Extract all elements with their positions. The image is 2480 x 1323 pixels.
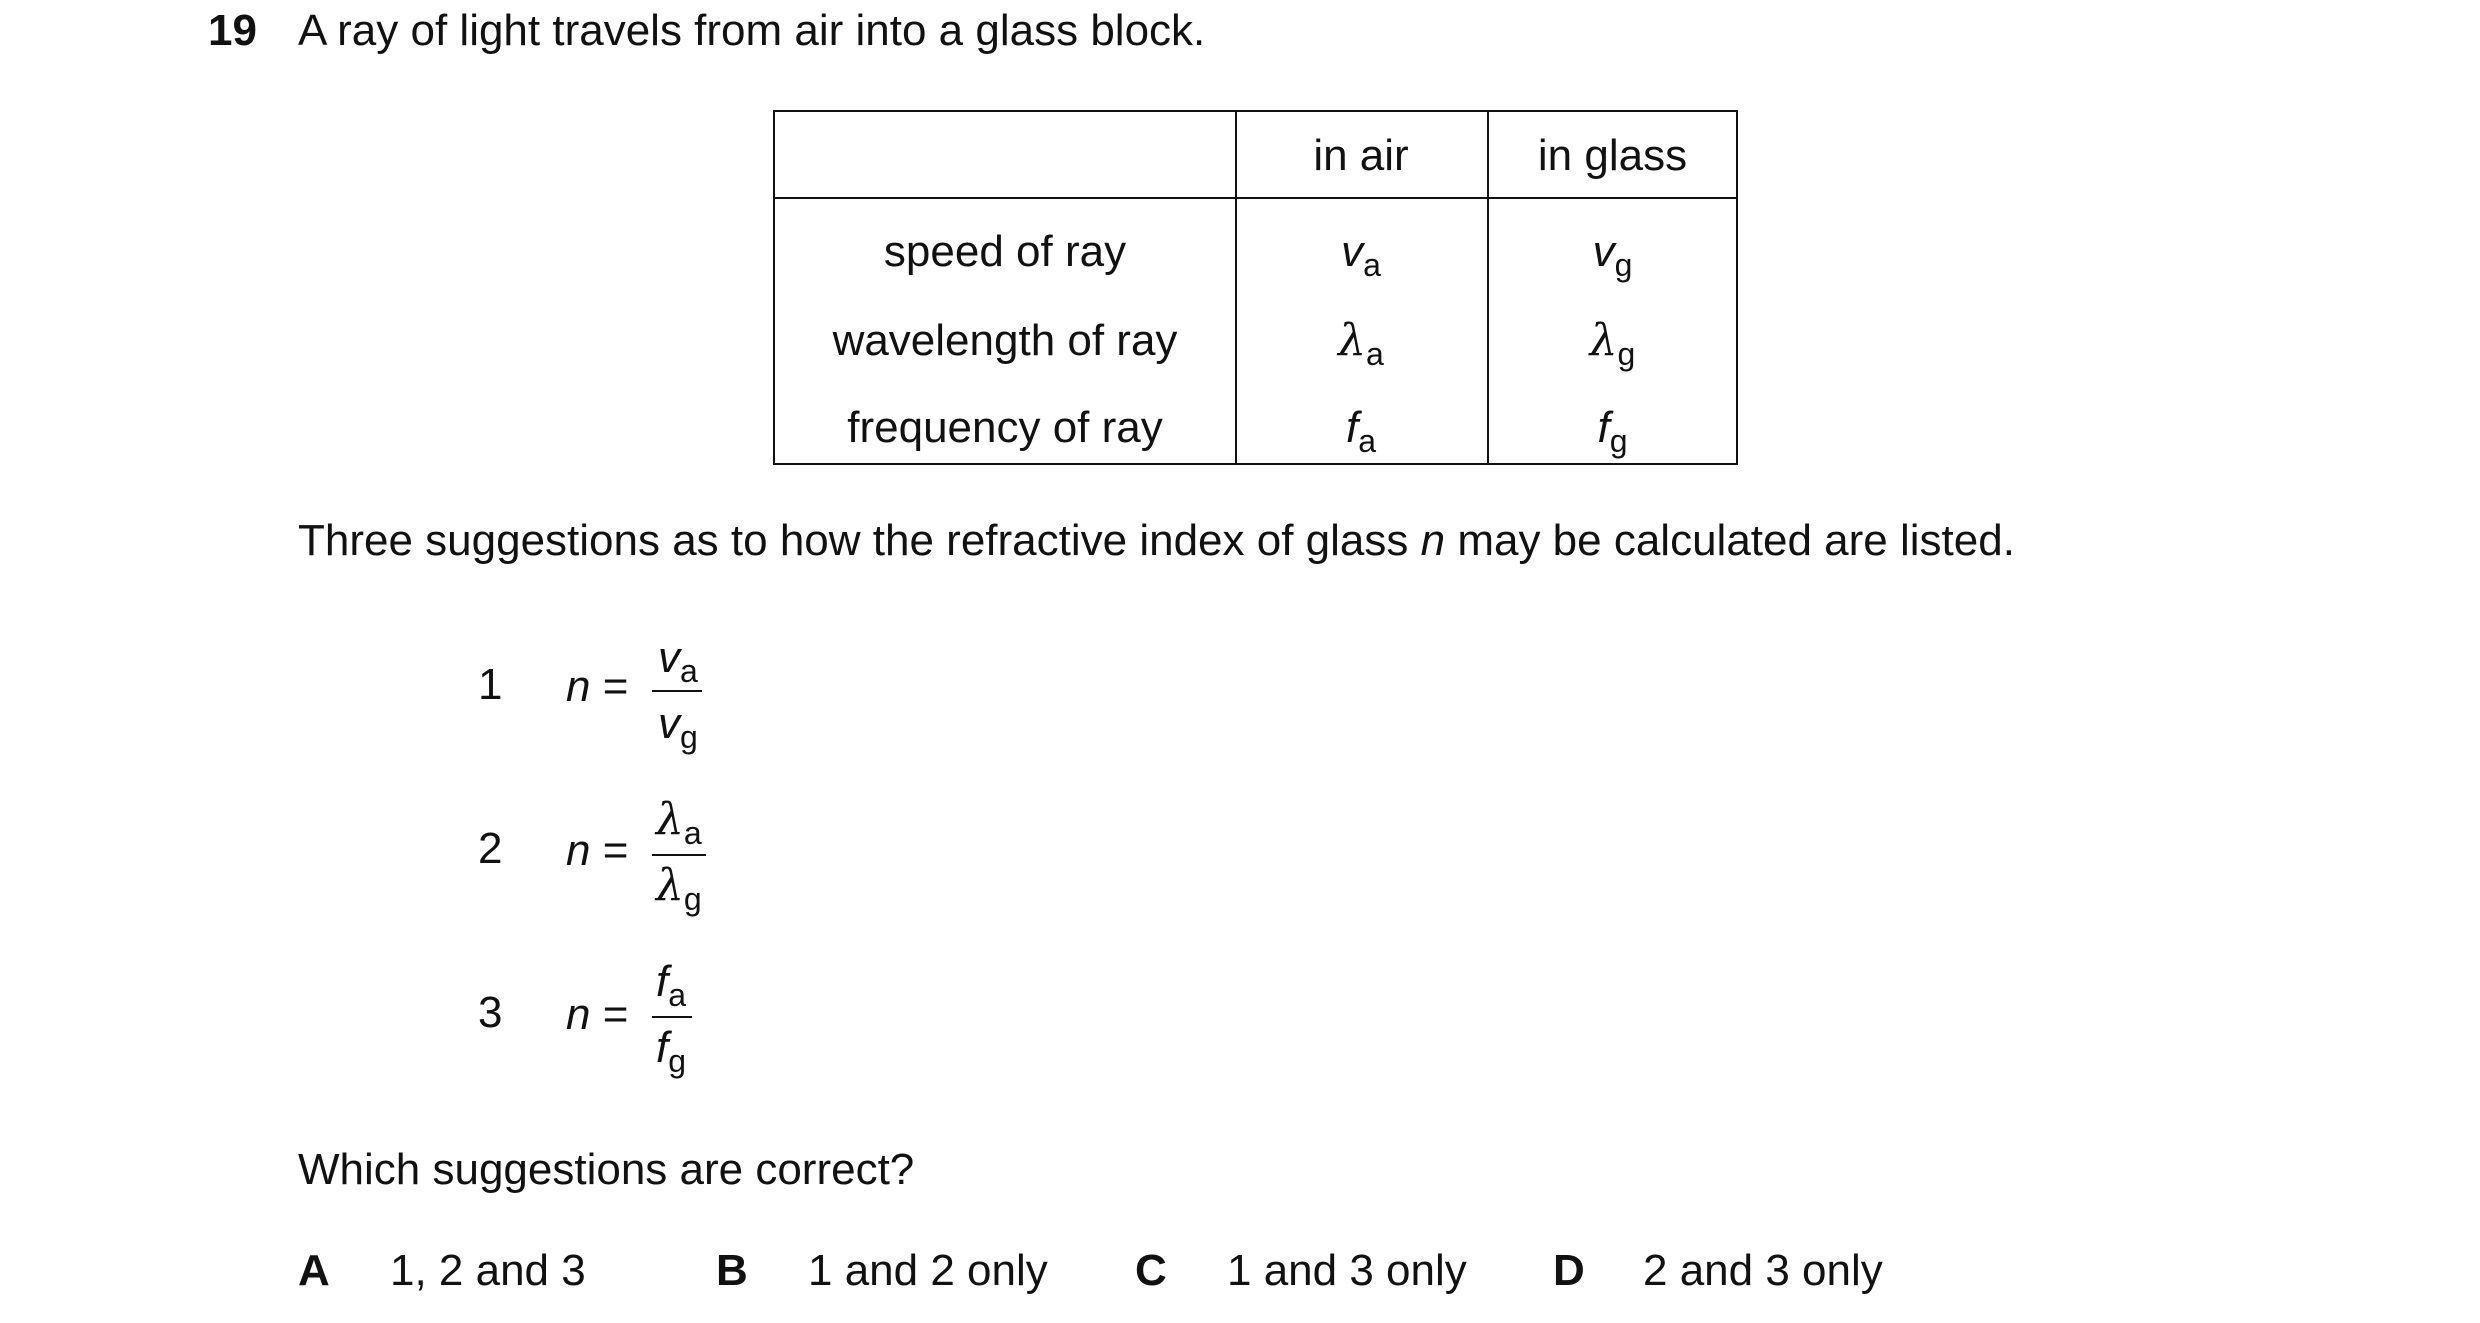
option-b-letter: B: [716, 1246, 748, 1295]
fraction-numerator: $f_a$: [656, 957, 687, 1013]
cell-wavelength-glass: $\lambda_g$: [1589, 315, 1636, 372]
fraction-numerator: $v_a$: [658, 633, 698, 689]
cell-wavelength-air: $\lambda_a$: [1338, 315, 1384, 372]
cell-frequency-glass: $f_g$: [1597, 403, 1628, 459]
fraction-bar: [652, 1016, 692, 1018]
fraction-denominator: $v_g$: [658, 699, 698, 755]
question-number: 19: [208, 6, 257, 55]
table-header-air: in air: [1313, 131, 1409, 180]
suggestion-number: 1: [478, 660, 503, 709]
row-label-frequency: frequency of ray: [847, 403, 1163, 452]
option-c-text: 1 and 3 only: [1227, 1246, 1467, 1295]
option-b-text: 1 and 2 only: [808, 1246, 1048, 1295]
suggestions-intro: Three suggestions as to how the refractive index of glass n may be calculated are listed.: [298, 516, 2015, 565]
cell-speed-air: $v_a$: [1341, 227, 1381, 283]
fraction-denominator: $\lambda_g$: [656, 860, 702, 917]
fraction: [652, 633, 702, 756]
option-d-letter: D: [1553, 1246, 1585, 1295]
equation-lhs: n =: [566, 990, 629, 1039]
suggestion-number: 3: [478, 988, 503, 1037]
equation-lhs: n =: [566, 662, 629, 711]
suggestion-number: 2: [478, 824, 503, 873]
fraction: [652, 794, 706, 918]
equation-lhs: n =: [566, 826, 629, 875]
cell-frequency-air: $f_a$: [1345, 403, 1377, 459]
option-d-text: 2 and 3 only: [1643, 1246, 1883, 1295]
fraction-bar: [652, 854, 706, 856]
table-divider: [775, 197, 1736, 199]
table-header-glass: in glass: [1537, 131, 1688, 180]
fraction: [652, 957, 692, 1080]
fraction-bar: [652, 690, 702, 692]
question-stem: A ray of light travels from air into a glass block.: [298, 6, 1206, 55]
fraction-denominator: $f_g$: [656, 1023, 687, 1079]
option-a-letter: A: [298, 1246, 330, 1295]
question-prompt: Which suggestions are correct?: [298, 1145, 915, 1194]
option-a-text: 1, 2 and 3: [390, 1246, 586, 1295]
option-c-letter: C: [1135, 1246, 1167, 1295]
row-label-wavelength: wavelength of ray: [832, 316, 1178, 365]
fraction-numerator: $\lambda_a$: [656, 794, 702, 851]
quantities-table: [773, 110, 1738, 465]
cell-speed-glass: $v_g$: [1592, 227, 1633, 283]
row-label-speed: speed of ray: [883, 227, 1127, 276]
